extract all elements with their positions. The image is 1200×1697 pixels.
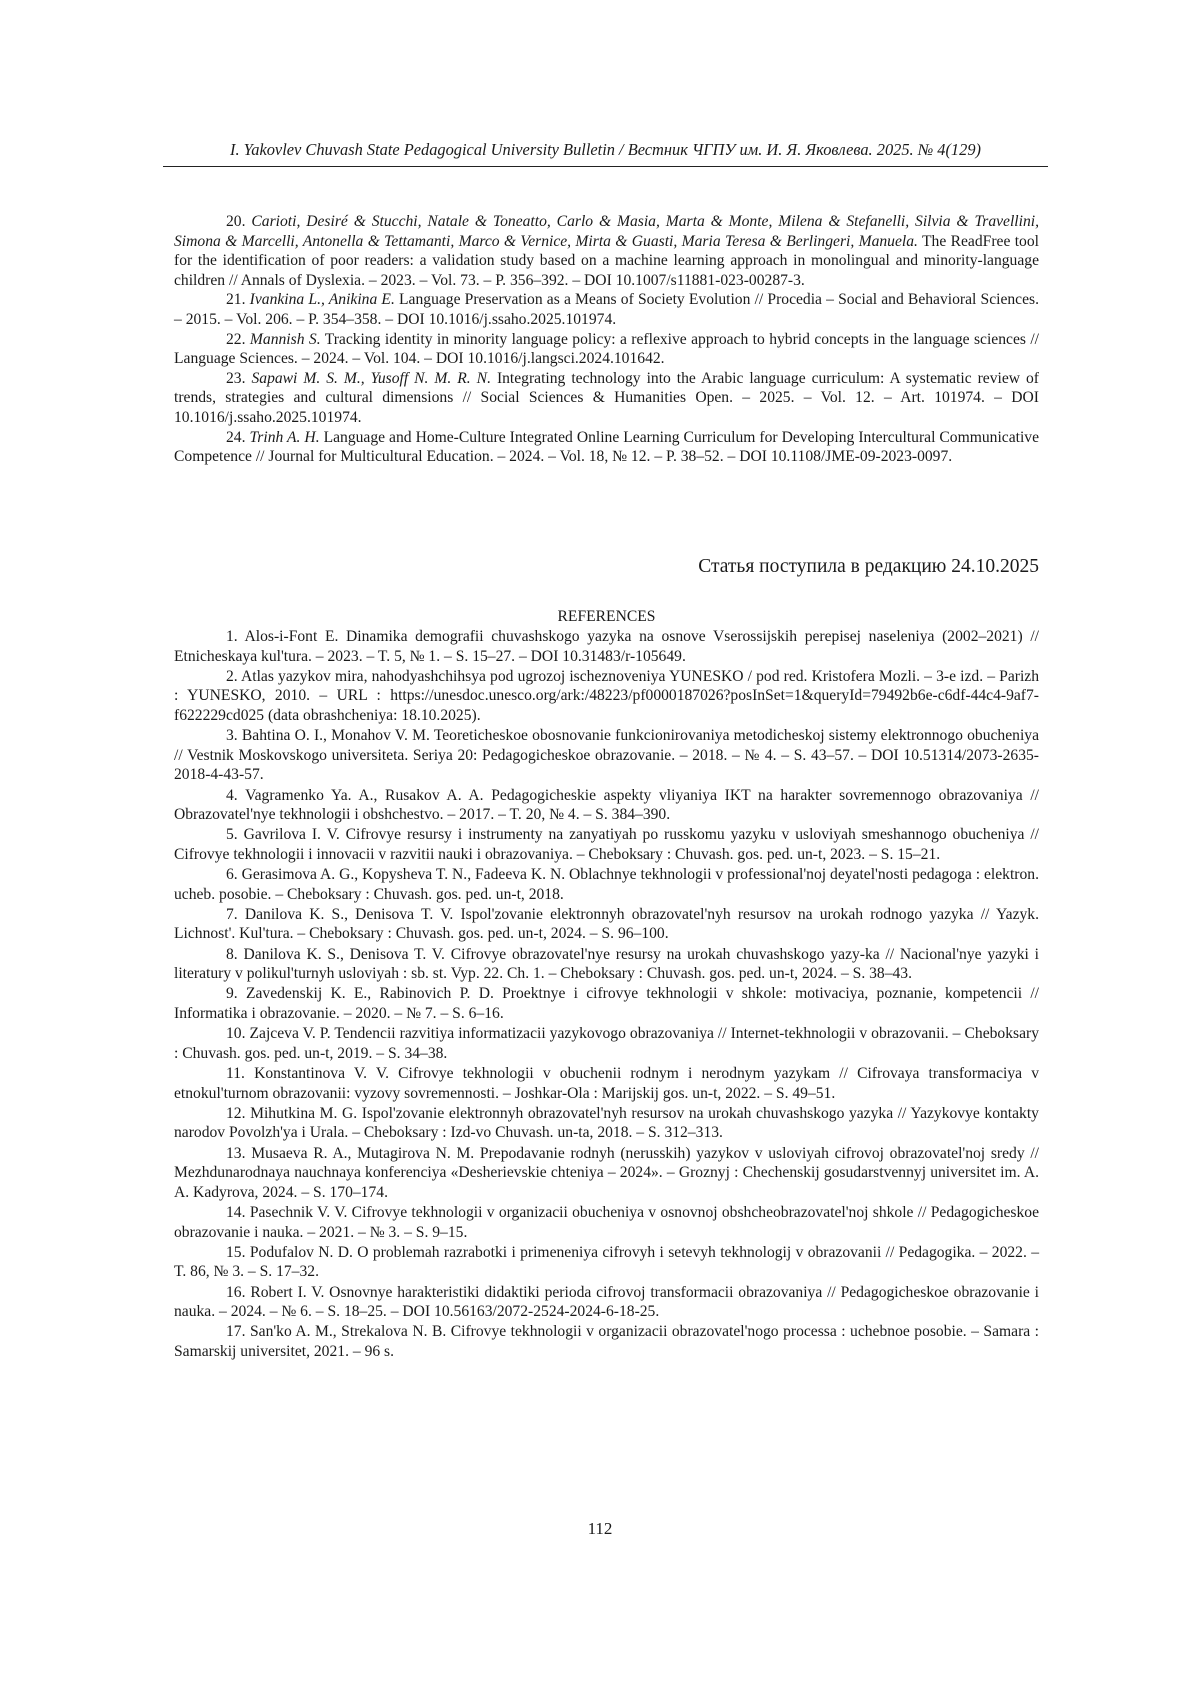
reference-item	[174, 627, 1039, 666]
references-list	[174, 627, 1039, 1362]
item-number: 9.	[226, 985, 238, 1003]
item-number: 13.	[226, 1144, 246, 1162]
item-text: Danilova K. S., Denisova T. V. Cifrovye obrazovatel'nye resursy na urokah chuvashskogo yazy-ka // Nacional'nye yazyki i literatury v polikul'turnyh usloviyah : sb. st. Vyp. 22. Ch. 1. – Cheboksary : Chuvash. gos. ped. un-t, 2024. – S. 38–43.	[174, 945, 1040, 983]
item-text: Tracking identity in minority language policy: a reflexive approach to hybrid concepts in the language sciences // Language Sciences. – 2024. – Vol. 104. – DOI 10.1016/j.langsci.2024.101642.	[174, 330, 1040, 368]
item-text: Pasechnik V. V. Cifrovye tekhnologii v organizacii obucheniya v osnovnoj obshcheobrazovatel'noj shkole // Pedagogicheskoe obrazovanie i nauka. – 2021. – № 3. – S. 9–15.	[174, 1203, 1039, 1241]
literature-item	[174, 212, 1039, 290]
reference-item	[174, 984, 1039, 1023]
item-number: 1.	[226, 628, 238, 645]
reference-item	[174, 1144, 1039, 1203]
reference-item	[174, 1283, 1039, 1322]
item-number: 15.	[226, 1243, 246, 1261]
running-title: I. Yakovlev Chuvash State Pedagogical University Bulletin / Вестник ЧГПУ им. И. Я. Яковлева. 2025. № 4(129)	[230, 140, 981, 159]
item-text: Language and Home-Culture Integrated Online Learning Curriculum for Developing Intercultural Communicative Competence // Journal for Multicultural Education. – 2024. – Vol. 18, № 12. – P. 38–52. – DOI 10.1108/JME-09-2023-0097.	[174, 428, 1040, 466]
item-number: 20.	[226, 213, 246, 230]
item-number: 16.	[226, 1283, 246, 1301]
literature-item	[174, 330, 1039, 369]
item-text: Robert I. V. Osnovnye harakteristiki didaktiki perioda cifrovoj transformacii obrazovaniya // Pedagogicheskoe obrazovanie i nauka. – 2024. – № 6. – S. 18–25. – DOI 10.56163/2072-2524-2024-6-18-25.	[174, 1283, 1040, 1321]
item-number: 8.	[226, 945, 238, 963]
reference-item	[174, 667, 1039, 726]
item-text: Mihutkina M. G. Ispol'zovanie elektronnyh obrazovatel'nyh resursov na urokah chuvashskogo yazyka // Yazykovye kontakty narodov Povolzh'ya i Urala. – Cheboksary : Izd-vo Chuvash. un-ta, 2018. – S. 312–313.	[174, 1104, 1039, 1142]
item-number: 12.	[226, 1104, 246, 1122]
received-date-note: Статья поступила в редакцию 24.10.2025	[698, 556, 1039, 577]
reference-item	[174, 1024, 1039, 1063]
literature-item	[174, 290, 1039, 329]
item-text: Zavedenskij K. E., Rabinovich P. D. Proektnye i cifrovye tekhnologii v shkole: motivaciya, poznanie, kompetencii // Informatika i obrazovanie. – 2020. – № 7. – S. 6–16.	[174, 985, 1039, 1023]
item-text: Vagramenko Ya. A., Rusakov A. A. Pedagogicheskie aspekty vliyaniya IKT na harakter sovremennogo obrazovaniya // Obrazovatel'nye tekhnologii i obshchestvo. – 2017. – T. 20, № 4. – S. 384–390.	[174, 786, 1039, 824]
item-number: 21.	[226, 291, 246, 309]
reference-item	[174, 945, 1039, 984]
item-number: 5.	[226, 826, 238, 844]
item-number: 7.	[226, 905, 238, 923]
literature-list	[174, 212, 1039, 467]
item-number: 14.	[226, 1203, 246, 1221]
item-number: 23.	[226, 369, 246, 387]
item-authors: Ivankina L., Anikina E.	[249, 291, 395, 309]
header-divider	[163, 166, 1048, 167]
reference-item	[174, 1203, 1039, 1242]
reference-item	[174, 825, 1039, 864]
item-text: Konstantinova V. V. Cifrovye tekhnologii v obuchenii rodnym i nerodnym yazykam // Cifrovaya transformaciya v etnokul'turnom obrazovanii: vyzovy sovremennosti. – Joshkar-Ola : Marijskij gos. un-t, 2022. – S. 49–51.	[174, 1065, 1039, 1102]
item-text: Podufalov N. D. O problemah razrabotki i primeneniya cifrovyh i setevyh tekhnologij v obrazovanii // Pedagogika. – 2022. – T. 86, № 3. – S. 17–32.	[174, 1243, 1039, 1281]
item-text: Zajceva V. P. Tendencii razvitiya informatizacii yazykovogo obrazovaniya // Internet-tekhnologii v obrazovanii. – Cheboksary : Chuvash. gos. ped. un-t, 2019. – S. 34–38.	[174, 1025, 1039, 1062]
item-text: Integrating technology into the Arabic language curriculum: A systematic review of trends, strategies and cultural dimensions // Social Sciences & Humanities Open. – 2025. – Vol. 12. – Art. 101974. – DOI 10.1016/j.ssaho.2025.101974.	[174, 369, 1039, 426]
literature-item	[174, 369, 1039, 428]
item-number: 10.	[226, 1025, 246, 1043]
item-text: San'ko A. M., Strekalova N. B. Cifrovye tekhnologii v organizacii obrazovatel'nogo processa : uchebnoe posobie. – Samara : Samarskij universitet, 2021. – 96 s.	[174, 1323, 1039, 1360]
item-text: Alos-i-Font E. Dinamika demografii chuvashskogo yazyka na osnove Vserossijskih perepisej naseleniya (2002–2021) // Etnicheskaya kul'tura. – 2023. – T. 5, № 1. – S. 15–27. – DOI 10.31483/r-105649.	[174, 628, 1039, 665]
reference-item	[174, 1243, 1039, 1282]
item-authors: Mannish S.	[249, 330, 321, 348]
item-number: 3.	[226, 727, 238, 745]
references-heading: REFERENCES	[557, 608, 656, 625]
literature-item	[174, 428, 1039, 467]
item-text: Bahtina O. I., Monahov V. M. Teoreticheskoe obosnovanie funkcionirovaniya metodicheskoj sistemy elektronnogo obucheniya // Vestnik Moskovskogo universiteta. Seriya 20: Pedagogicheskoe obrazovanie. – 2018. – № 4. – S. 43–57. – DOI 10.51314/2073-2635-2018-4-43-57.	[174, 727, 1039, 784]
reference-item	[174, 1064, 1039, 1103]
reference-item	[174, 905, 1039, 944]
reference-item	[174, 786, 1039, 825]
item-number: 24.	[226, 428, 246, 446]
item-authors: Trinh A. H.	[249, 428, 320, 446]
item-authors: Carioti, Desiré & Stucchi, Natale & Toneatto, Carlo & Masia, Marta & Monte, Milena & Stefanelli, Silvia & Travellini, Simona & Marcelli, Antonella & Tettamanti, Marco & Vernice, Mirta & Guasti, Maria Teresa & Berlingeri, Manuela.	[174, 213, 1039, 250]
item-text: Gavrilova I. V. Cifrovye resursy i instrumenty na zanyatiyah po russkomu yazyku v usloviyah smeshannogo obucheniya // Cifrovye tekhnologii i innovacii v razvitii nauki i obrazovaniya. – Cheboksary : Chuvash. gos. ped. un-t, 2023. – S. 15–21.	[174, 826, 1039, 863]
item-text: The ReadFree tool for the identification of poor readers: a validation study based on a machine learning approach in monolingual and minority-language children // Annals of Dyslexia. – 2023. – Vol. 73. – P. 356–392. – DOI 10.1007/s11881-023-00287-3.	[174, 232, 1039, 289]
item-number: 6.	[226, 866, 238, 884]
page-number: 112	[587, 1519, 613, 1538]
item-text: Danilova K. S., Denisova T. V. Ispol'zovanie elektronnyh obrazovatel'nyh resursov na urokah rodnogo yazyka // Yazyk. Lichnost'. Kul'tura. – Cheboksary : Chuvash. gos. ped. un-t, 2024. – S. 96–100.	[174, 905, 1039, 943]
reference-item	[174, 1322, 1039, 1361]
item-text: Atlas yazykov mira, nahodyashchihsya pod ugrozoj ischeznoveniya YUNESKO / pod red. Kristofera Mozli. – 3-e izd. – Parizh : YUNESKO, 2010. – URL : https://unesdoc.unesco.org/ark:/48223/pf0000187026?posInSet=1&queryId=79492b6e-c6df-44c4-9af7-f622229cd025 (data obrashcheniya: 18.10.2025).	[174, 667, 1039, 724]
reference-item	[174, 726, 1039, 785]
running-header	[163, 139, 1048, 161]
item-authors: Sapawi M. S. M., Yusoff N. M. R. N.	[251, 369, 491, 387]
item-number: 4.	[226, 786, 238, 804]
item-number: 11.	[226, 1065, 245, 1082]
reference-item	[174, 865, 1039, 904]
item-text: Language Preservation as a Means of Society Evolution // Procedia – Social and Behavioral Sciences. – 2015. – Vol. 206. – P. 354–358. – DOI 10.1016/j.ssaho.2025.101974.	[174, 291, 1039, 328]
item-number: 2.	[226, 667, 238, 685]
reference-item	[174, 1104, 1039, 1143]
item-number: 17.	[226, 1323, 246, 1341]
item-text: Musaeva R. A., Mutagirova N. M. Prepodavanie rodnyh (nerusskih) yazykov v usloviyah cifrovoj obrazovatel'noj sredy // Mezhdunarodnaya nauchnaya konferenciya «Desherievskie chteniya – 2024». – Groznyj : Chechenskij gosudarstvennyj universitet im. A. A. Kadyrova, 2024. – S. 170–174.	[174, 1144, 1039, 1201]
item-text: Gerasimova A. G., Kopysheva T. N., Fadeeva K. N. Oblachnye tekhnologii v professional'noj deyatel'nosti pedagoga : elektron. ucheb. posobie. – Cheboksary : Chuvash. gos. ped. un-t, 2018.	[174, 866, 1039, 903]
item-number: 22.	[226, 330, 246, 348]
